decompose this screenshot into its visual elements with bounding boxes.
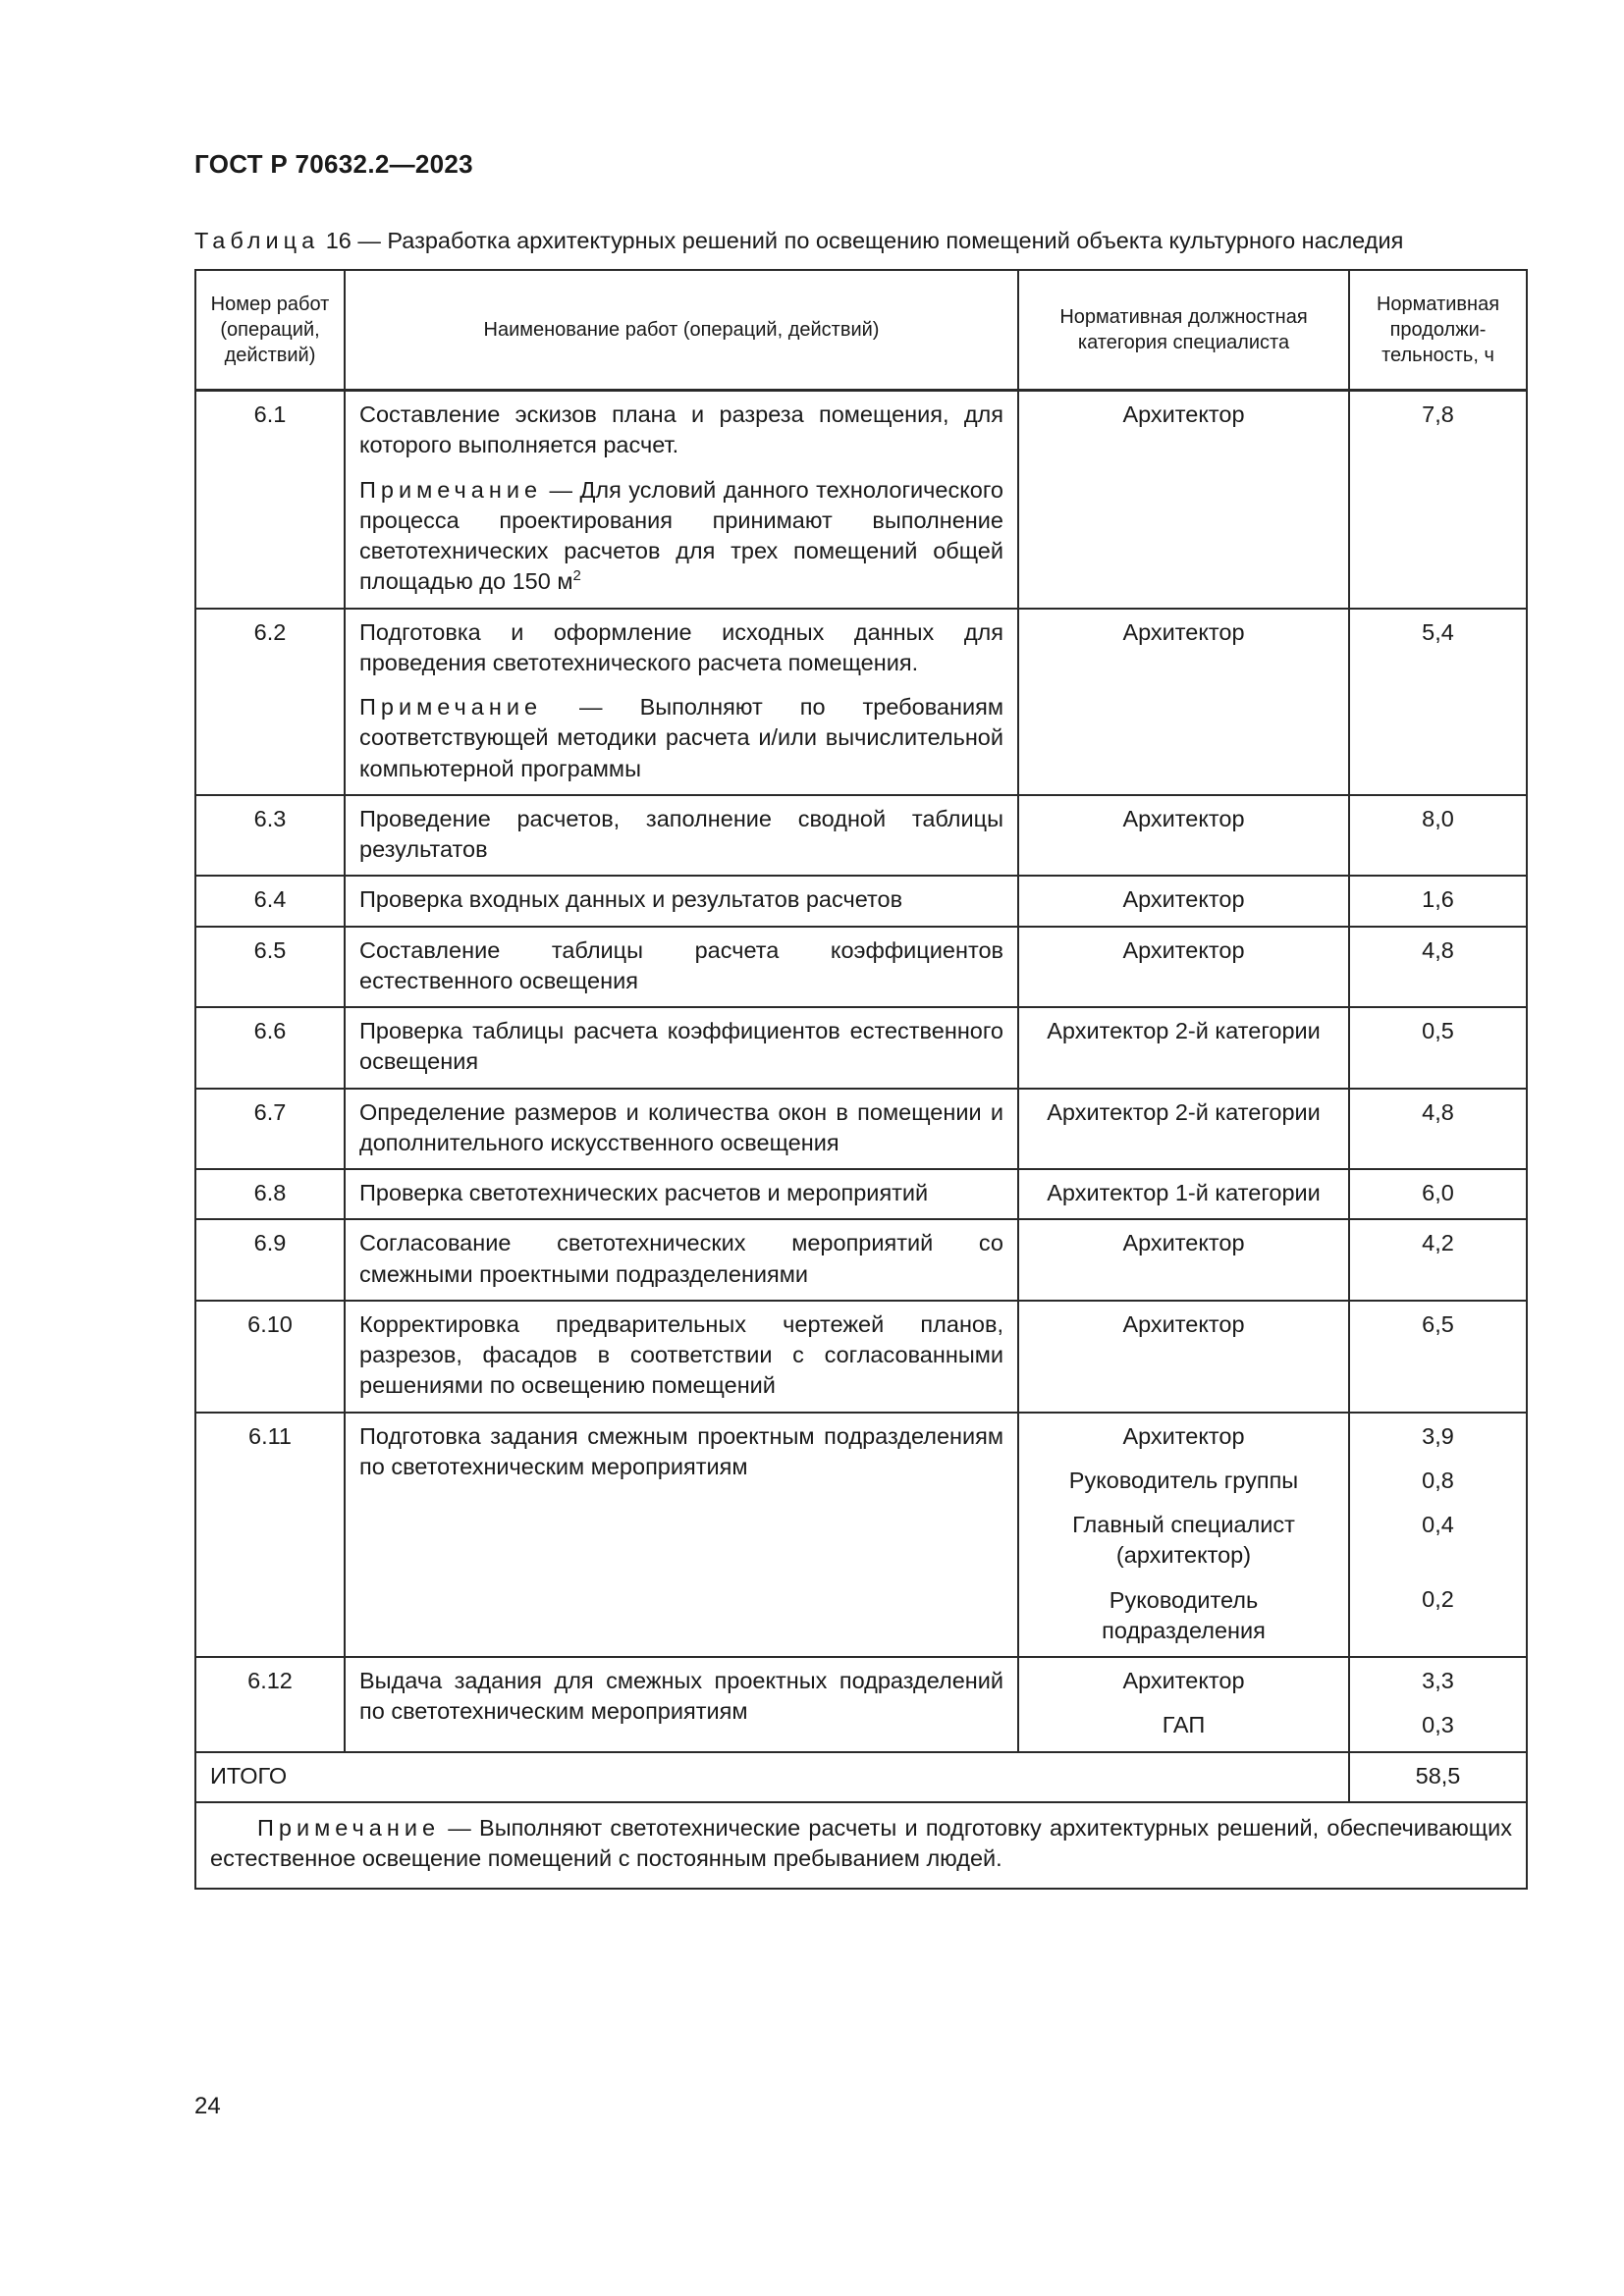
row-name-cell bbox=[345, 391, 1018, 609]
table-caption-text: 16 — Разработка архитектурных решений по освещению помещений объекта культурного наследия bbox=[325, 228, 1404, 253]
row-category: Архитектор bbox=[1122, 1668, 1245, 1693]
note-text: — Для условий данного технологического процесса проектирования принимают выполнение светотехнических расчетов для трех помещений общей площадью до 150 м bbox=[359, 476, 1003, 595]
row-number: 6.5 bbox=[195, 927, 345, 1008]
table-caption bbox=[194, 228, 1520, 254]
table-row bbox=[195, 391, 1527, 609]
footnote-row bbox=[195, 1802, 1527, 1890]
table-row bbox=[195, 1657, 1527, 1752]
row-category-list bbox=[1018, 1413, 1349, 1658]
row-category: Архитектор bbox=[1018, 876, 1349, 926]
row-category: Архитектор bbox=[1018, 609, 1349, 795]
row-category: Архитектор 1-й категории bbox=[1018, 1169, 1349, 1219]
table-header-row bbox=[195, 270, 1527, 391]
row-number: 6.1 bbox=[195, 391, 345, 609]
page-number: 24 bbox=[194, 2093, 221, 2119]
table-row bbox=[195, 1413, 1527, 1658]
col-header-name: Наименование работ (операций, действий) bbox=[345, 270, 1018, 391]
note-text: — Выполняют по требованиям соответствующей методики расчета и/или вычислительной компьютерной программы bbox=[359, 694, 1003, 781]
footnote-text: — Выполняют светотехнические расчеты и подготовку архитектурных решений, обеспечивающих естественное освещение помещений с постоянным пребыванием людей. bbox=[210, 1814, 1512, 1871]
work-table bbox=[194, 269, 1528, 1890]
note-label: Примечание bbox=[257, 1814, 441, 1841]
document-header: ГОСТ Р 70632.2—2023 bbox=[194, 149, 473, 179]
total-value: 58,5 bbox=[1349, 1752, 1527, 1802]
row-name: Согласование светотехнических мероприятий со смежными проектными подразделениями bbox=[345, 1219, 1018, 1301]
col-header-duration: Нормативная продолжи-тельность, ч bbox=[1349, 270, 1527, 391]
row-name: Проведение расчетов, заполнение сводной таблицы результатов bbox=[345, 795, 1018, 877]
row-duration: 7,8 bbox=[1349, 391, 1527, 609]
row-category: Архитектор bbox=[1018, 795, 1349, 877]
table-row bbox=[195, 1089, 1527, 1170]
row-number: 6.4 bbox=[195, 876, 345, 926]
row-number: 6.8 bbox=[195, 1169, 345, 1219]
row-duration: 4,8 bbox=[1349, 927, 1527, 1008]
table-row bbox=[195, 609, 1527, 795]
row-name: Определение размеров и количества окон в помещении и дополнительного искусственного освещения bbox=[345, 1089, 1018, 1170]
table-footnote bbox=[195, 1802, 1527, 1890]
row-category: Архитектор bbox=[1018, 1219, 1349, 1301]
row-name: Подготовка и оформление исходных данных для проведения светотехнического расчета помещения. bbox=[359, 618, 1003, 675]
row-name: Составление таблицы расчета коэффициентов естественного освещения bbox=[345, 927, 1018, 1008]
table-caption-label: Таблица bbox=[194, 228, 320, 253]
table-row bbox=[195, 795, 1527, 877]
row-duration: 6,0 bbox=[1349, 1169, 1527, 1219]
row-category: Архитектор bbox=[1018, 391, 1349, 609]
row-duration: 0,3 bbox=[1422, 1712, 1454, 1738]
row-name: Проверка светотехнических расчетов и мероприятий bbox=[345, 1169, 1018, 1219]
row-number: 6.11 bbox=[195, 1413, 345, 1658]
total-label: ИТОГО bbox=[195, 1752, 1349, 1802]
col-header-category: Нормативная должностная категория специалиста bbox=[1018, 270, 1349, 391]
note-label: Примечание bbox=[359, 694, 543, 720]
row-category: Архитектор bbox=[1018, 1301, 1349, 1413]
row-name-cell bbox=[345, 609, 1018, 795]
table-row bbox=[195, 1169, 1527, 1219]
col-header-number: Номер работ (операций, действий) bbox=[195, 270, 345, 391]
row-number: 6.3 bbox=[195, 795, 345, 877]
table-row bbox=[195, 1301, 1527, 1413]
row-duration: 6,5 bbox=[1349, 1301, 1527, 1413]
note-label: Примечание bbox=[359, 476, 543, 503]
table-row bbox=[195, 1219, 1527, 1301]
row-duration: 0,4 bbox=[1422, 1512, 1454, 1537]
row-name: Составление эскизов плана и разреза помещения, для которого выполняется расчет. bbox=[359, 401, 1003, 458]
row-number: 6.12 bbox=[195, 1657, 345, 1752]
row-number: 6.2 bbox=[195, 609, 345, 795]
row-name: Проверка входных данных и результатов расчетов bbox=[345, 876, 1018, 926]
row-name: Выдача задания для смежных проектных подразделений по светотехническим мероприятиям bbox=[345, 1657, 1018, 1752]
row-category-list bbox=[1018, 1657, 1349, 1752]
row-category: Руководитель подразделения bbox=[1102, 1586, 1266, 1643]
row-category: ГАП bbox=[1162, 1712, 1206, 1738]
row-category: Архитектор 2-й категории bbox=[1018, 1007, 1349, 1089]
row-duration: 1,6 bbox=[1349, 876, 1527, 926]
note-superscript: 2 bbox=[572, 567, 581, 585]
table-row bbox=[195, 927, 1527, 1008]
row-category: Архитектор bbox=[1018, 927, 1349, 1008]
row-duration: 5,4 bbox=[1349, 609, 1527, 795]
row-duration: 8,0 bbox=[1349, 795, 1527, 877]
row-duration-list bbox=[1349, 1413, 1527, 1658]
row-category: Архитектор bbox=[1122, 1422, 1245, 1449]
row-duration-list bbox=[1349, 1657, 1527, 1752]
row-duration: 0,5 bbox=[1349, 1007, 1527, 1089]
row-category: Архитектор 2-й категории bbox=[1018, 1089, 1349, 1170]
row-category: Руководитель группы bbox=[1068, 1467, 1299, 1493]
row-note bbox=[359, 475, 1003, 598]
row-name: Подготовка задания смежным проектным подразделениям по светотехническим мероприятиям bbox=[345, 1413, 1018, 1658]
row-duration: 0,8 bbox=[1422, 1467, 1454, 1493]
row-note bbox=[359, 692, 1003, 784]
row-number: 6.7 bbox=[195, 1089, 345, 1170]
row-duration: 3,3 bbox=[1422, 1668, 1454, 1693]
row-duration: 4,2 bbox=[1349, 1219, 1527, 1301]
row-duration: 4,8 bbox=[1349, 1089, 1527, 1170]
row-number: 6.10 bbox=[195, 1301, 345, 1413]
total-row bbox=[195, 1752, 1527, 1802]
table-row bbox=[195, 1007, 1527, 1089]
row-category: Главный специалист (архитектор) bbox=[1072, 1512, 1295, 1569]
row-number: 6.9 bbox=[195, 1219, 345, 1301]
row-duration: 0,2 bbox=[1422, 1586, 1454, 1613]
row-duration: 3,9 bbox=[1422, 1422, 1454, 1449]
row-name: Корректировка предварительных чертежей планов, разрезов, фасадов в соответствии с согласованными решениями по освещению помещений bbox=[345, 1301, 1018, 1413]
table-row bbox=[195, 876, 1527, 926]
row-number: 6.6 bbox=[195, 1007, 345, 1089]
row-name: Проверка таблицы расчета коэффициентов естественного освещения bbox=[345, 1007, 1018, 1089]
